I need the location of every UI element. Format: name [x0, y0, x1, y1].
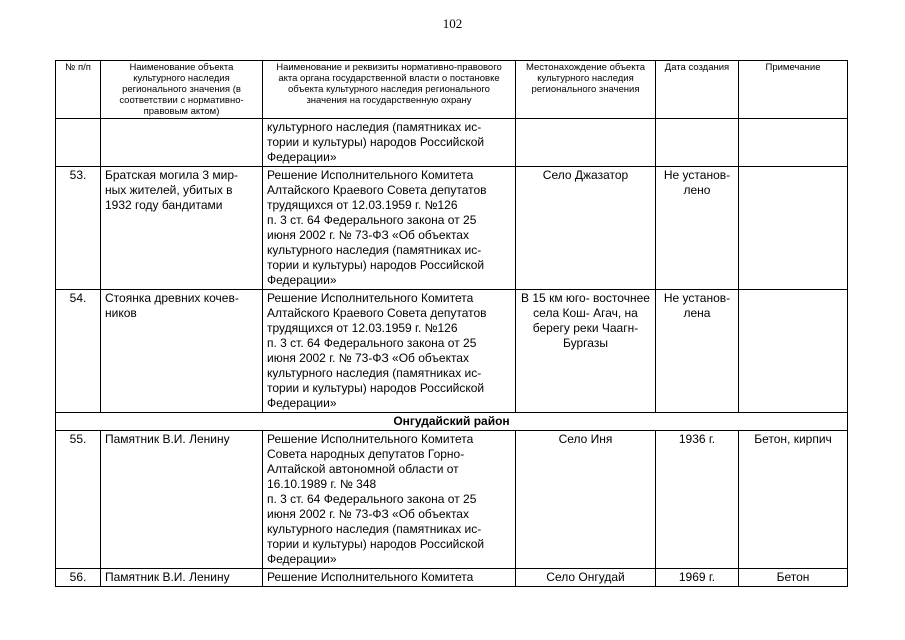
table-row [56, 431, 848, 569]
table-body [56, 119, 848, 587]
cell-number: 54. [56, 290, 101, 413]
cell-number: 56. [56, 569, 101, 587]
cell-creation-date: 1969 г. [656, 569, 739, 587]
cell-location: В 15 км юго- восточнее села Кош- Агач, на берегу реки Чаагн-Бургазы [516, 290, 656, 413]
header-object-name: Наименование объекта культурного наследия регионального значения (в соответствии с нормативно-правовым актом) [101, 61, 263, 119]
cell-object-name: Памятник В.И. Ленину [101, 569, 263, 587]
cell-legal-act: Решение Исполнительного Комитета Алтайского Краевого Совета депутатов трудящихся от 12.03.1959 г. №126 п. 3 ст. 64 Федерального закона от 25 июня 2002 г. № 73-ФЗ «Об объектах культурного наследия (памятниках ис- тории и культуры) народов Российской Федерации» [263, 290, 516, 413]
cell-note [739, 290, 848, 413]
cell-note [739, 167, 848, 290]
page-number: 102 [442, 16, 463, 31]
cell-location: Село Онгудай [516, 569, 656, 587]
cell-location: Село Джазатор [516, 167, 656, 290]
header-legal-act: Наименование и реквизиты нормативно-правового акта органа государственной власти о постановке объекта культурного наследия регионального значения на государственную охрану [263, 61, 516, 119]
cell-creation-date: Не установ- лена [656, 290, 739, 413]
cell-location: Село Иня [516, 431, 656, 569]
header-number: № п/п [56, 61, 101, 119]
cell-legal-act: Решение Исполнительного Комитета [263, 569, 516, 587]
cell-object-name: Стоянка древних кочев- ников [101, 290, 263, 413]
heritage-registry-table [55, 60, 848, 587]
cell-creation-date: 1936 г. [656, 431, 739, 569]
header-location: Местонахождение объекта культурного наследия регионального значения [516, 61, 656, 119]
section-heading-row [56, 413, 848, 431]
cell-number [56, 119, 101, 167]
table-row [56, 569, 848, 587]
table-row [56, 119, 848, 167]
header-note: Примечание [739, 61, 848, 119]
cell-creation-date [656, 119, 739, 167]
table-row [56, 167, 848, 290]
cell-number: 55. [56, 431, 101, 569]
cell-legal-act: Решение Исполнительного Комитета Совета народных депутатов Горно- Алтайской автономной области от 16.10.1989 г. № 348 п. 3 ст. 64 Федерального закона от 25 июня 2002 г. № 73-ФЗ «Об объектах культурного наследия (памятниках ис- тории и культуры) народов Российской Федерации» [263, 431, 516, 569]
cell-object-name: Братская могила 3 мир- ных жителей, убитых в 1932 году бандитами [101, 167, 263, 290]
table-header-row [56, 61, 848, 119]
cell-note: Бетон [739, 569, 848, 587]
cell-legal-act: культурного наследия (памятниках ис- тории и культуры) народов Российской Федерации» [263, 119, 516, 167]
header-creation-date: Дата создания [656, 61, 739, 119]
cell-location [516, 119, 656, 167]
cell-object-name: Памятник В.И. Ленину [101, 431, 263, 569]
cell-object-name [101, 119, 263, 167]
cell-creation-date: Не установ- лено [656, 167, 739, 290]
cell-legal-act: Решение Исполнительного Комитета Алтайского Краевого Совета депутатов трудящихся от 12.03.1959 г. №126 п. 3 ст. 64 Федерального закона от 25 июня 2002 г. № 73-ФЗ «Об объектах культурного наследия (памятниках ис- тории и культуры) народов Российской Федерации» [263, 167, 516, 290]
table-row [56, 290, 848, 413]
cell-number: 53. [56, 167, 101, 290]
cell-note [739, 119, 848, 167]
cell-note: Бетон, кирпич [739, 431, 848, 569]
section-heading: Онгудайский район [56, 413, 848, 431]
